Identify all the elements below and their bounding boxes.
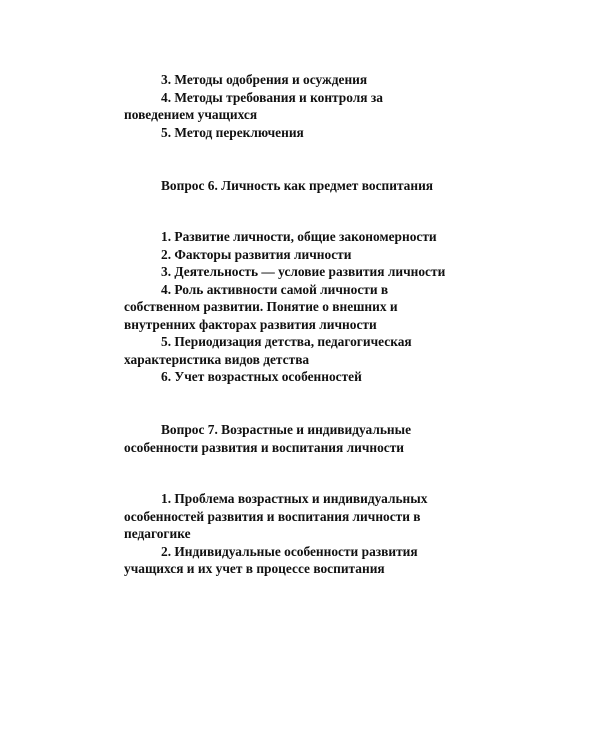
list-item: 1. Проблема возрастных и индивидуальных — [161, 491, 428, 506]
list-methods-continued — [124, 71, 474, 141]
heading-line: особенности развития и воспитания личности — [124, 439, 405, 455]
list-item: 1. Развитие личности, общие закономерности — [161, 229, 437, 244]
question-7-list — [124, 490, 474, 578]
list-item-continuation: собственном развитии. Понятие о внешних и — [124, 299, 398, 314]
list-item: 2. Индивидуальные особенности развития — [161, 543, 418, 559]
question-7-heading — [124, 421, 474, 456]
list-item: 4. Методы требования и контроля за — [161, 89, 383, 105]
question-6-list — [124, 228, 474, 386]
list-item-continuation: характеристика видов детства — [124, 351, 310, 367]
list-item: 3. Деятельность — условие развития личности — [161, 264, 446, 279]
list-item: 5. Метод переключения — [161, 124, 304, 140]
list-item: 2. Факторы развития личности — [161, 246, 352, 262]
question-6-heading: Вопрос 6. Личность как предмет воспитания — [161, 178, 434, 193]
list-item: 6. Учет возрастных особенностей — [161, 369, 362, 384]
list-item: 3. Методы одобрения и осуждения — [161, 72, 368, 87]
list-item: 4. Роль активности самой личности в — [161, 281, 389, 297]
list-item-continuation: особенностей развития и воспитания личности в — [124, 508, 421, 524]
list-item-continuation: поведением учащихся — [124, 107, 258, 122]
list-item-continuation: учащихся и их учет в процессе воспитания — [124, 561, 385, 576]
list-item-continuation: внутренних факторах развития личности — [124, 316, 377, 332]
heading-line: Вопрос 7. Возрастные и индивидуальные — [161, 422, 412, 437]
list-item-continuation: педагогике — [124, 526, 191, 541]
list-item: 5. Периодизация детства, педагогическая — [161, 334, 412, 349]
